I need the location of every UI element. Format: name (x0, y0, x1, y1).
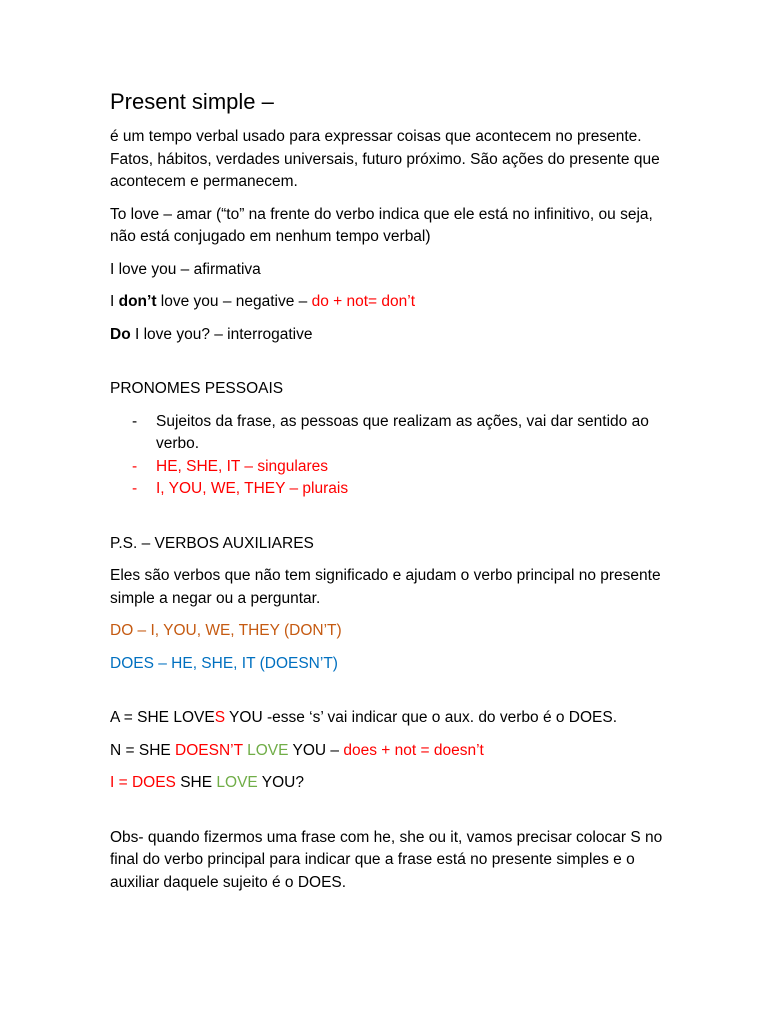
example-i-love: LOVE (216, 774, 258, 791)
list-item (110, 478, 670, 501)
dash-marker: - (132, 412, 138, 430)
auxiliaries-description: Eles são verbos que não tem significado e ajudam o verbo principal no presente simple a negar ou a perguntar. (110, 567, 661, 607)
list-item-text: Sujeitos da frase, as pessoas que realizam as ações, vai dar sentido ao verbo. (156, 412, 649, 452)
page-title: Present simple – (110, 89, 274, 114)
interrogative-rest: I love you? – interrogative (130, 325, 313, 343)
negative-example (110, 291, 670, 314)
list-item-text: HE, SHE, IT – singulares (156, 457, 329, 475)
example-n-pre: N = SHE (110, 741, 176, 759)
negative-rule: do + not= don’t (311, 293, 416, 310)
negative-pre: I (110, 293, 119, 310)
negative-mid: love you – negative – (156, 293, 312, 310)
negative-bold: don’t (118, 293, 157, 310)
example-n-you: YOU – (288, 741, 344, 759)
example-a-post: YOU -esse ‘s’ vai indicar que o aux. do verbo é o DOES. (225, 709, 618, 726)
example-n-doesnt: DOESN’T (175, 741, 243, 759)
interrogative-bold: Do (110, 325, 131, 343)
spacer (110, 356, 670, 378)
pronouns-heading: PRONOMES PESSOAIS (110, 380, 284, 397)
document-page (110, 88, 670, 904)
example-negative (110, 740, 670, 763)
dash-marker: - (132, 457, 138, 475)
example-n-rule: does + not = doesn’t (343, 741, 484, 759)
list-item (110, 411, 670, 456)
example-affirmative (110, 707, 670, 730)
obs-paragraph: Obs- quando fizermos uma frase com he, she ou it, vamos precisar colocar S no final do verbo principal para indicar que a frase está no presente simples e o auxiliar daquele sujeito é o DOES. (110, 828, 663, 891)
do-line: DO – I, YOU, WE, THEY (DON’T) (110, 622, 342, 639)
infinitive-paragraph: To love – amar (“to” na frente do verbo indica que ele está no infinitivo, ou seja, não está conjugado em nenhum tempo verbal) (110, 205, 653, 245)
intro-paragraph: é um tempo verbal usado para expressar coisas que acontecem no presente. Fatos, hábitos, verdades universais, futuro próximo. São ações do presente que acontecem e permanecem. (110, 128, 660, 190)
dash-marker: - (132, 480, 138, 497)
interrogative-example (110, 324, 670, 347)
auxiliaries-heading: P.S. – VERBOS AUXILIARES (110, 534, 314, 552)
example-a-s: S (214, 709, 226, 726)
spacer (110, 805, 670, 827)
list-item-text: I, YOU, WE, THEY – plurais (156, 480, 349, 497)
example-interrogative (110, 772, 670, 795)
example-i-pre: I = DOES (110, 774, 176, 791)
spacer (110, 685, 670, 707)
spacer (110, 511, 670, 533)
does-line: DOES – HE, SHE, IT (DOESN’T) (110, 654, 338, 672)
example-i-she: SHE (175, 774, 217, 791)
list-item (110, 456, 670, 479)
example-n-love: LOVE (247, 741, 289, 759)
pronouns-list (110, 411, 670, 501)
example-i-post: YOU? (257, 774, 304, 791)
affirmative-example: I love you – afirmativa (110, 260, 261, 278)
example-a-pre: A = SHE LOVE (110, 709, 215, 726)
